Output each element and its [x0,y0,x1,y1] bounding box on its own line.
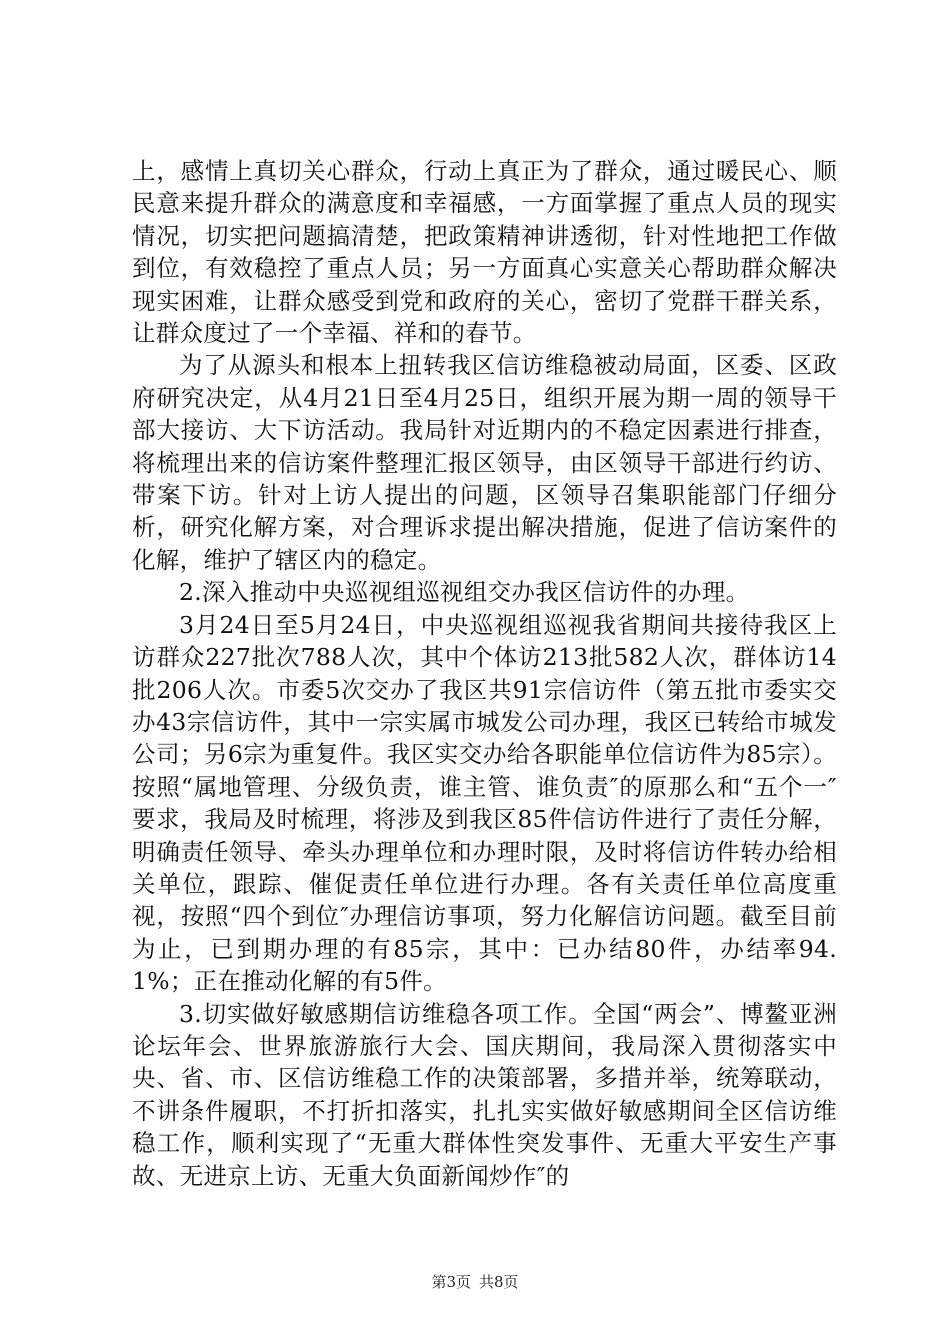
current-page-number: 第3页 [431,1273,471,1291]
paragraph-continuation: 上，感情上真切关心群众，行动上真正为了群众，通过暖民心、顺民意来提升群众的满意度和幸福感，一方面掌握了重点人员的现实情况，切实把问题搞清楚，把政策精神讲透彻，针对性地把工作做到位，有效稳控了重点人员；另一方面真心实意关心帮助群众解决现实困难，让群众感受到党和政府的关心，密切了党群干群关系，让群众度过了一个幸福、祥和的春节。 [132,157,837,348]
section-heading-2: 2.深入推动中央巡视组巡视组交办我区信访件的办理。 [179,578,750,607]
page-footer [0,1272,950,1292]
paragraph-inspection-cases: 3月24日至5月24日，中央巡视组巡视我省期间共接待我区上访群众227批次788人次，其中个体访213批582人次，群体访14批206人次。市委5次交办了我区共91宗信访件（第五批市委实交办43宗信访件，其中一宗实属市城发公司办理，我区已转给市城发公司；另6宗为重复件。我区实交办给各职能单位信访件为85宗）。按照“属地管理、分级负责，谁主管、谁负责″的原那么和“五个一″要求，我局及时梳理，将涉及到我区85件信访件进行了责任分解，明确责任领导、牵头办理单位和办理时限，及时将信访件转办给相关单位，跟踪、催促责任单位进行办理。各有关责任单位高度重视，按照“四个到位″办理信访事项，努力化解信访问题。截至目前为止，已到期办理的有85宗，其中：已办结80件，办结率94.1%；正在推动化解的有5件。 [132,610,837,996]
paragraph-reception-visits: 为了从源头和根本上扭转我区信访维稳被动局面，区委、区政府研究决定，从4月21日至4月25日，组织开展为期一周的领导干部大接访、大下访活动。我局针对近期内的不稳定因素进行排查，将梳理出来的信访案件整理汇报区领导，由区领导干部进行约访、带案下访。针对上访人提出的问题，区领导召集职能部门仔细分析，研究化解方案，对合理诉求提出解决措施，促进了信访案件的化解，维护了辖区内的稳定。 [132,351,837,574]
total-page-count: 共8页 [479,1273,519,1291]
section-paragraph-3: 3.切实做好敏感期信访维稳各项工作。全国“两会”、博鳌亚洲论坛年会、世界旅游旅行大会、国庆期间，我局深入贯彻落实中央、省、市、区信访维稳工作的决策部署，多措并举，统筹联动，不讲条件履职，不打折扣落实，扎扎实实做好敏感期间全区信访维稳工作，顺利实现了“无重大群体性突发事件、无重大平安生产事故、无进京上访、无重大负面新闻炒作″的 [132,999,837,1190]
document-body [132,155,837,1192]
